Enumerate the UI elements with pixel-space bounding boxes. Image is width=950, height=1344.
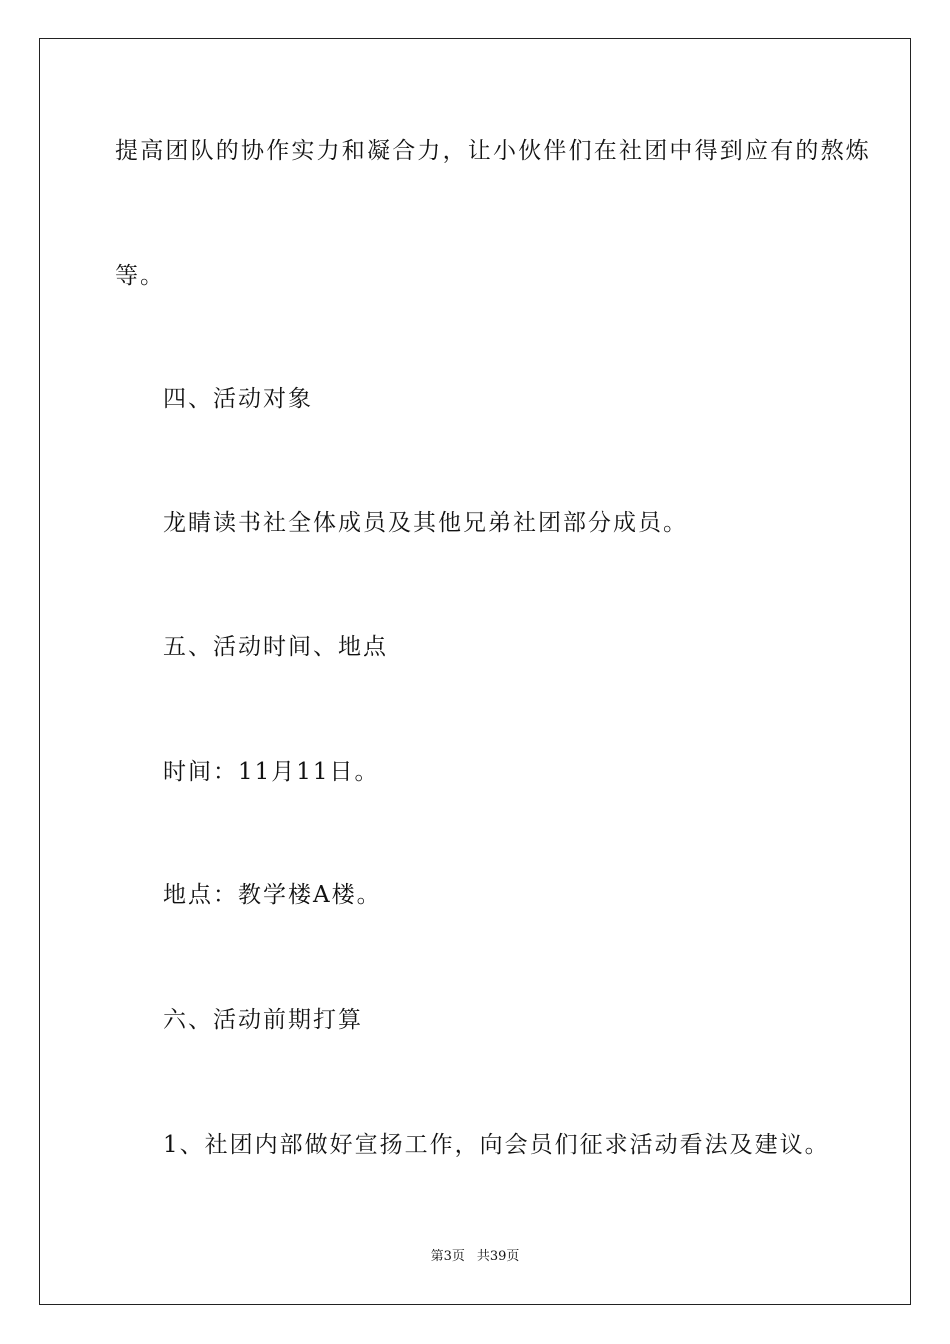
section-heading-activity-target: 四、活动对象 — [163, 386, 313, 412]
section-heading-time-place: 五、活动时间、地点 — [163, 634, 388, 660]
section-heading-preparation: 六、活动前期打算 — [163, 1007, 363, 1033]
body-text-line: 提高团队的协作实力和凝合力，让小伙伴们在社团中得到应有的熬炼 — [115, 138, 871, 164]
page-border — [39, 38, 911, 1305]
activity-time: 时间：11月11日。 — [163, 759, 380, 785]
body-text-line: 龙睛读书社全体成员及其他兄弟社团部分成员。 — [163, 510, 688, 536]
activity-place: 地点：教学楼A楼。 — [163, 882, 382, 908]
list-item: 1、社团内部做好宣扬工作，向会员们征求活动看法及建议。 — [163, 1132, 830, 1158]
body-text-line: 等。 — [115, 263, 165, 289]
page-footer — [0, 1248, 950, 1266]
page-number: 第3页 — [430, 1249, 465, 1264]
page-total: 共39页 — [476, 1249, 520, 1264]
